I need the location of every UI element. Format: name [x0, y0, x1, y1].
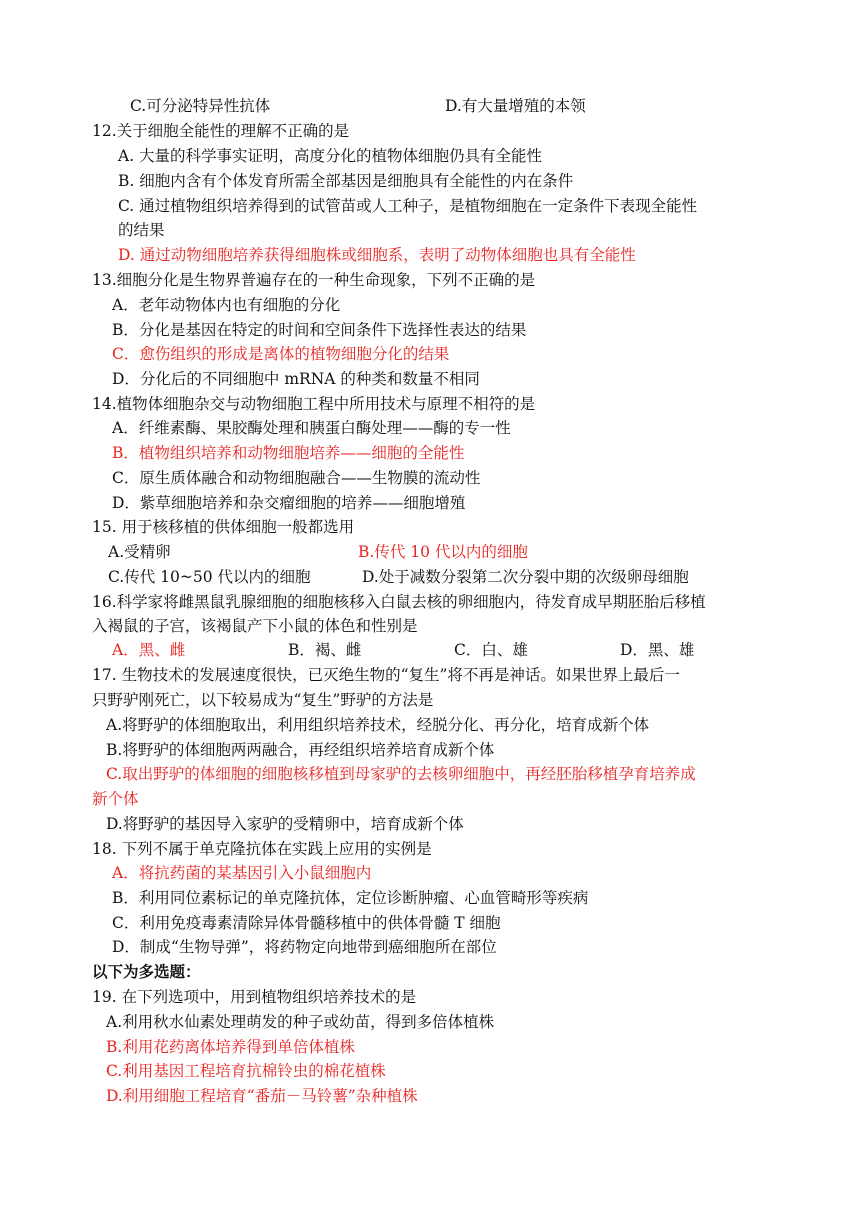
option-text: D．紫草细胞培养和杂交瘤细胞的培养——细胞增殖	[112, 494, 466, 512]
answer-option: D. 通过动物细胞培养获得细胞株或细胞系，表明了动物体细胞也具有全能性	[118, 246, 636, 264]
option-text: A.利用秋水仙素处理萌发的种子或幼苗，得到多倍体植株	[106, 1013, 495, 1031]
option-text: C.可分泌特异性抗体	[130, 97, 271, 115]
answer-option: A．将抗药菌的某基因引入小鼠细胞内	[112, 864, 372, 882]
option-text: B.将野驴的体细胞两两融合，再经组织培养培育成新个体	[106, 741, 495, 759]
answer-option: C.利用基因工程培育抗棉铃虫的棉花植株	[106, 1062, 386, 1080]
option-text-continued: 的结果	[118, 221, 165, 239]
answer-option: C．愈伤组织的形成是离体的植物细胞分化的结果	[112, 345, 450, 363]
option-text: A．纤维素酶、果胶酶处理和胰蛋白酶处理——酶的专一性	[112, 419, 511, 437]
question-stem: 13.细胞分化是生物界普遍存在的一种生命现象，下列不正确的是	[92, 271, 536, 289]
option-text: D.有大量增殖的本领	[445, 97, 586, 115]
option-text: C．白、雄	[454, 641, 528, 659]
option-text: D．黑、雄	[620, 641, 695, 659]
option-text: A.将野驴的体细胞取出，利用组织培养技术，经脱分化、再分化，培育成新个体	[106, 716, 650, 734]
answer-option: A．黑、雌	[112, 641, 186, 659]
answer-option: B.利用花药离体培养得到单倍体植株	[106, 1038, 355, 1056]
option-text: D．制成“生物导弹”，将药物定向地带到癌细胞所在部位	[112, 938, 497, 956]
section-heading: 以下为多选题：	[92, 963, 201, 981]
question-stem: 19. 在下列选项中，用到植物组织培养技术的是	[92, 988, 417, 1006]
answer-option: D.利用细胞工程培育“番茄－马铃薯”杂种植株	[106, 1087, 418, 1105]
option-text: C．利用免疫毒素清除异体骨髓移植中的供体骨髓 T 细胞	[112, 914, 501, 932]
option-text: C．原生质体融合和动物细胞融合——生物膜的流动性	[112, 469, 481, 487]
option-text: B．分化是基因在特定的时间和空间条件下选择性表达的结果	[112, 321, 527, 339]
option-text: B. 细胞内含有个体发育所需全部基因是细胞具有全能性的内在条件	[118, 172, 574, 190]
question-stem: 18. 下列不属于单克隆抗体在实践上应用的实例是	[92, 840, 432, 858]
option-text: D.将野驴的基因导入家驴的受精卵中，培育成新个体	[106, 815, 464, 833]
option-text: D．分化后的不同细胞中 mRNA 的种类和数量不相同	[112, 370, 480, 388]
option-text: A. 大量的科学事实证明，高度分化的植物体细胞仍具有全能性	[118, 147, 543, 165]
answer-option: B．植物组织培养和动物细胞培养——细胞的全能性	[112, 444, 465, 462]
option-text: A.受精卵	[108, 543, 171, 561]
option-text: B．褐、雌	[288, 641, 362, 659]
option-text: D.处于减数分裂第二次分裂中期的次级卵母细胞	[362, 568, 689, 586]
question-stem: 12.关于细胞全能性的理解不正确的是	[92, 122, 350, 140]
question-stem: 14.植物体细胞杂交与动物细胞工程中所用技术与原理不相符的是	[92, 395, 536, 413]
option-text: B．利用同位素标记的单克隆抗体，定位诊断肿瘤、心血管畸形等疾病	[112, 889, 589, 907]
answer-option: B.传代 10 代以内的细胞	[358, 543, 528, 561]
question-stem: 16.科学家将雌黑鼠乳腺细胞的细胞核移入白鼠去核的卵细胞内，待发育成早期胚胎后移植	[92, 593, 706, 611]
option-text: C.传代 10~50 代以内的细胞	[108, 568, 311, 586]
option-text: A．老年动物体内也有细胞的分化	[112, 296, 341, 314]
answer-option: C.取出野驴的体细胞的细胞核移植到母家驴的去核卵细胞中，再经胚胎移植孕育培养成	[106, 765, 696, 783]
question-stem-continued: 入褐鼠的子宫，该褐鼠产下小鼠的体色和性别是	[92, 617, 418, 635]
question-stem: 17. 生物技术的发展速度很快，已灭绝生物的“复生”将不再是神话。如果世界上最后一	[92, 666, 680, 684]
answer-option-continued: 新个体	[92, 790, 139, 808]
option-text: C. 通过植物组织培养得到的试管苗或人工种子，是植物细胞在一定条件下表现全能性	[118, 197, 698, 215]
question-stem-continued: 只野驴刚死亡，以下较易成为“复生”野驴的方法是	[92, 691, 434, 709]
question-stem: 15. 用于核移植的供体细胞一般都选用	[92, 518, 355, 536]
